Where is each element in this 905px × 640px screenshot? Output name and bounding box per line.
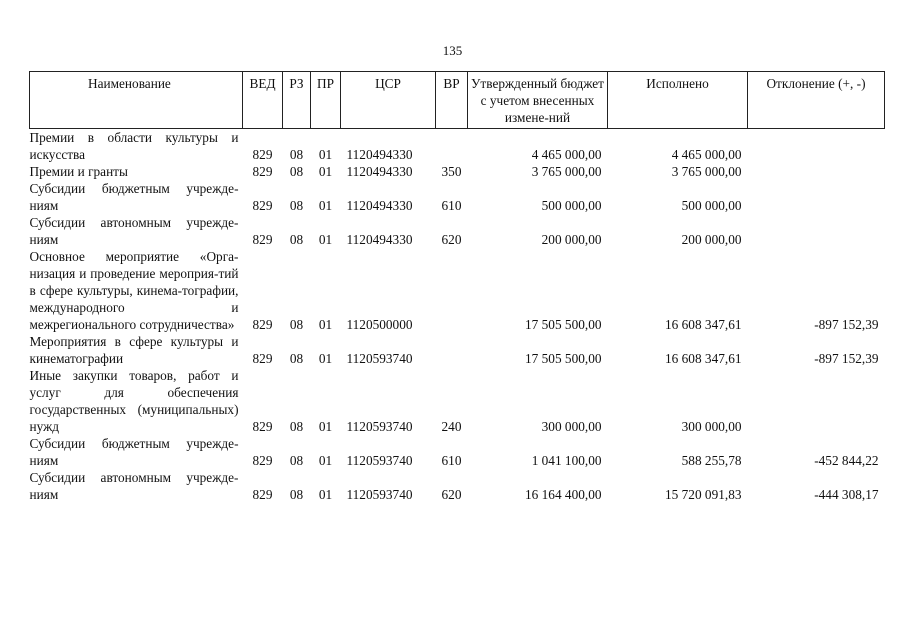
row-rz-cell: 08 (289, 164, 304, 179)
row-vr-cell: 620 (441, 232, 462, 247)
row-vr-cell (436, 333, 468, 367)
row-executed-cell: 4 465 000,00 (671, 147, 742, 162)
row-deviation-cell: -897 152,39 (814, 317, 879, 332)
row-pr-cell: 01 (318, 453, 333, 468)
header-csr: ЦСР (341, 72, 436, 129)
row-ved-cell: 829 (252, 487, 273, 502)
header-approved-budget: Утвержденный бюджет с учетом внесенных измене-ний (468, 72, 608, 129)
row-vr-cell: 620 (441, 487, 462, 502)
table-row (30, 248, 885, 333)
table-row (30, 435, 885, 469)
row-csr-cell: 1120494330 (346, 198, 413, 213)
row-pr-cell: 01 (318, 351, 333, 366)
row-approved-cell: 1 041 100,00 (531, 453, 602, 468)
row-name-cell: Мероприятия в сфере культуры и кинематографии (29, 334, 239, 366)
header-pr: ПР (311, 72, 341, 129)
row-approved-cell: 4 465 000,00 (531, 147, 602, 162)
table-header-row (30, 72, 885, 129)
row-vr-cell (436, 248, 468, 333)
row-deviation-cell: -444 308,17 (814, 487, 879, 502)
row-csr-cell: 1120494330 (346, 147, 413, 162)
row-executed-cell: 16 608 347,61 (665, 317, 742, 332)
row-ved-cell: 829 (252, 419, 273, 434)
row-rz-cell: 08 (289, 232, 304, 247)
row-csr-cell: 1120494330 (346, 164, 413, 179)
row-rz-cell: 08 (289, 487, 304, 502)
header-executed: Исполнено (608, 72, 748, 129)
row-name-cell: Основное мероприятие «Орга-низация и проведение мероприя-тий в сфере культуры, кинема-тографии, международного и межрегионального сотрудничества» (29, 249, 239, 332)
row-pr-cell: 01 (318, 198, 333, 213)
row-executed-cell: 588 255,78 (681, 453, 742, 468)
header-vr: ВР (436, 72, 468, 129)
header-name: Наименование (30, 72, 243, 129)
table-row (30, 367, 885, 435)
row-vr-cell (436, 129, 468, 164)
table-row (30, 333, 885, 367)
row-name-cell: Субсидии бюджетным учрежде-ниям (29, 436, 239, 468)
row-name-cell: Субсидии автономным учрежде-ниям (29, 215, 239, 247)
row-pr-cell: 01 (318, 147, 333, 162)
row-ved-cell: 829 (252, 147, 273, 162)
table-row (30, 214, 885, 248)
row-deviation-cell (748, 163, 885, 180)
row-vr-cell: 610 (441, 453, 462, 468)
row-executed-cell: 16 608 347,61 (665, 351, 742, 366)
row-name-cell: Субсидии бюджетным учрежде-ниям (29, 181, 239, 213)
row-deviation-cell (748, 180, 885, 214)
row-executed-cell: 15 720 091,83 (665, 487, 742, 502)
row-deviation-cell: -897 152,39 (814, 351, 879, 366)
row-ved-cell: 829 (252, 453, 273, 468)
row-approved-cell: 300 000,00 (541, 419, 602, 434)
row-ved-cell: 829 (252, 351, 273, 366)
row-rz-cell: 08 (289, 419, 304, 434)
row-vr-cell: 350 (441, 164, 462, 179)
row-vr-cell: 610 (441, 198, 462, 213)
row-rz-cell: 08 (289, 351, 304, 366)
row-approved-cell: 16 164 400,00 (525, 487, 602, 502)
row-name-cell: Премии в области культуры и искусства (29, 130, 239, 162)
row-deviation-cell (748, 367, 885, 435)
row-ved-cell: 829 (252, 317, 273, 332)
row-rz-cell: 08 (289, 198, 304, 213)
row-pr-cell: 01 (318, 164, 333, 179)
row-csr-cell: 1120494330 (346, 232, 413, 247)
row-ved-cell: 829 (252, 164, 273, 179)
row-name-cell: Иные закупки товаров, работ и услуг для обеспечения государственных (муниципальных) нужд (29, 368, 239, 434)
row-ved-cell: 829 (252, 198, 273, 213)
header-deviation: Отклонение (+, -) (748, 72, 885, 129)
row-name-cell: Премии и гранты (29, 164, 128, 179)
table-body (30, 129, 885, 504)
row-approved-cell: 500 000,00 (541, 198, 602, 213)
row-rz-cell: 08 (289, 317, 304, 332)
row-pr-cell: 01 (318, 487, 333, 502)
row-csr-cell: 1120593740 (346, 453, 413, 468)
row-approved-cell: 17 505 500,00 (525, 317, 602, 332)
row-pr-cell: 01 (318, 419, 333, 434)
header-rz: РЗ (283, 72, 311, 129)
row-deviation-cell (748, 214, 885, 248)
table-row (30, 129, 885, 164)
header-ved: ВЕД (243, 72, 283, 129)
row-rz-cell: 08 (289, 147, 304, 162)
row-csr-cell: 1120500000 (346, 317, 413, 332)
row-approved-cell: 3 765 000,00 (531, 164, 602, 179)
row-deviation-cell (748, 129, 885, 164)
row-deviation-cell: -452 844,22 (814, 453, 879, 468)
row-csr-cell: 1120593740 (346, 487, 413, 502)
row-approved-cell: 17 505 500,00 (525, 351, 602, 366)
row-ved-cell: 829 (252, 232, 273, 247)
table-row (30, 469, 885, 503)
row-approved-cell: 200 000,00 (541, 232, 602, 247)
row-pr-cell: 01 (318, 232, 333, 247)
row-name-cell: Субсидии автономным учрежде-ниям (29, 470, 239, 502)
table-row (30, 180, 885, 214)
row-executed-cell: 3 765 000,00 (671, 164, 742, 179)
row-csr-cell: 1120593740 (346, 419, 413, 434)
row-rz-cell: 08 (289, 453, 304, 468)
budget-execution-table (29, 71, 885, 503)
row-vr-cell: 240 (441, 419, 462, 434)
row-pr-cell: 01 (318, 317, 333, 332)
page-number: 135 (442, 43, 463, 58)
row-executed-cell: 500 000,00 (681, 198, 742, 213)
row-executed-cell: 300 000,00 (681, 419, 742, 434)
row-executed-cell: 200 000,00 (681, 232, 742, 247)
table-row (30, 163, 885, 180)
row-csr-cell: 1120593740 (346, 351, 413, 366)
